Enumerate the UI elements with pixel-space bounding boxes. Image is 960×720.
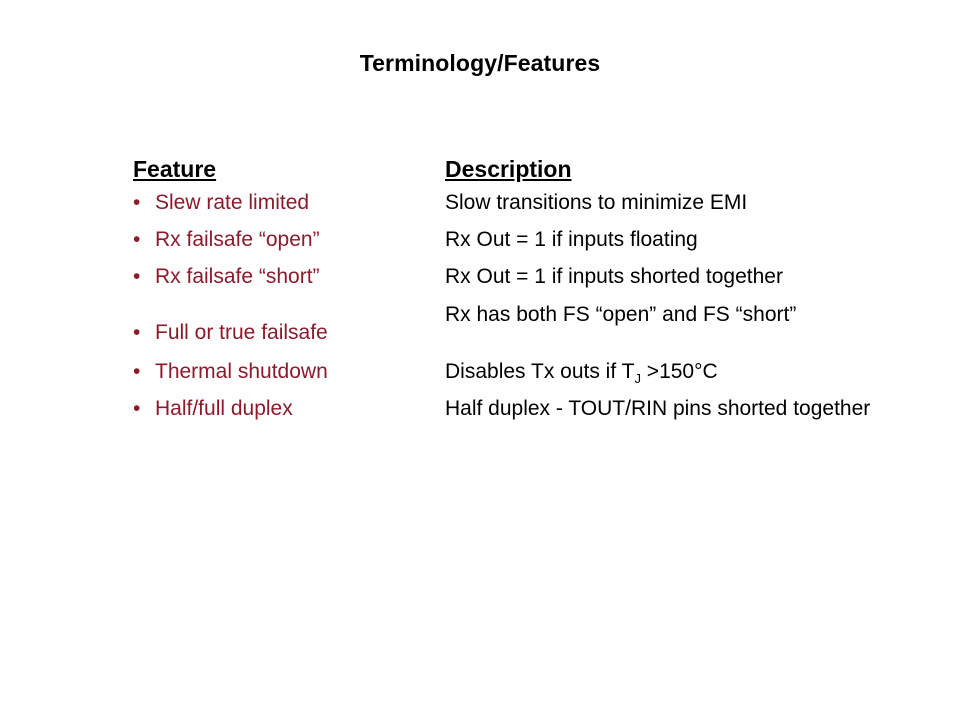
- header-cell-description: [445, 155, 893, 184]
- feature-cell: [133, 190, 445, 217]
- column-header-feature: Feature: [133, 156, 217, 182]
- feature-cell: [133, 264, 445, 291]
- description-text: Slow transitions to minimize EMI: [445, 190, 748, 214]
- feature-cell: [133, 227, 445, 254]
- description-text: Rx Out = 1 if inputs floating: [445, 227, 698, 251]
- table-row: [133, 190, 893, 217]
- feature-label: Half/full duplex: [155, 397, 293, 421]
- table-row: [133, 359, 893, 386]
- table-row: [133, 302, 893, 347]
- description-cell: [445, 227, 893, 254]
- table-row: [133, 227, 893, 254]
- description-text-subscript: J: [634, 371, 641, 387]
- feature-label: Slew rate limited: [155, 190, 310, 214]
- description-cell: [445, 264, 893, 291]
- bullet-icon: •: [133, 397, 141, 421]
- description-text: Rx has both FS “open” and FS “short”: [445, 303, 797, 327]
- header-cell-feature: [133, 155, 445, 184]
- features-table: [133, 155, 893, 433]
- feature-cell: [133, 302, 445, 347]
- bullet-icon: •: [133, 264, 141, 288]
- description-text: Half duplex - TOUT/RIN pins shorted together: [445, 397, 871, 421]
- description-cell: [445, 396, 893, 423]
- page-title: Terminology/Features: [359, 50, 601, 76]
- description-cell: [445, 359, 893, 386]
- description-cell: [445, 302, 893, 329]
- description-text-prefix: Disables Tx outs if T: [445, 360, 635, 384]
- column-header-description: Description: [445, 156, 572, 182]
- bullet-icon: •: [133, 321, 141, 345]
- bullet-icon: •: [133, 360, 141, 384]
- feature-label: Rx failsafe “short”: [155, 264, 320, 288]
- table-row: [133, 396, 893, 423]
- table-row: [133, 264, 893, 291]
- feature-label: Thermal shutdown: [155, 360, 328, 384]
- description-text-composite: [445, 359, 893, 386]
- feature-label: Full or true failsafe: [155, 321, 328, 345]
- feature-label: Rx failsafe “open”: [155, 227, 320, 251]
- description-text: Rx Out = 1 if inputs shorted together: [445, 264, 783, 288]
- feature-cell: [133, 359, 445, 386]
- description-cell: [445, 190, 893, 217]
- table-header-row: [133, 155, 893, 184]
- bullet-icon: •: [133, 190, 141, 214]
- bullet-icon: •: [133, 227, 141, 251]
- feature-cell: [133, 396, 445, 423]
- description-text-suffix: >150°C: [640, 360, 718, 384]
